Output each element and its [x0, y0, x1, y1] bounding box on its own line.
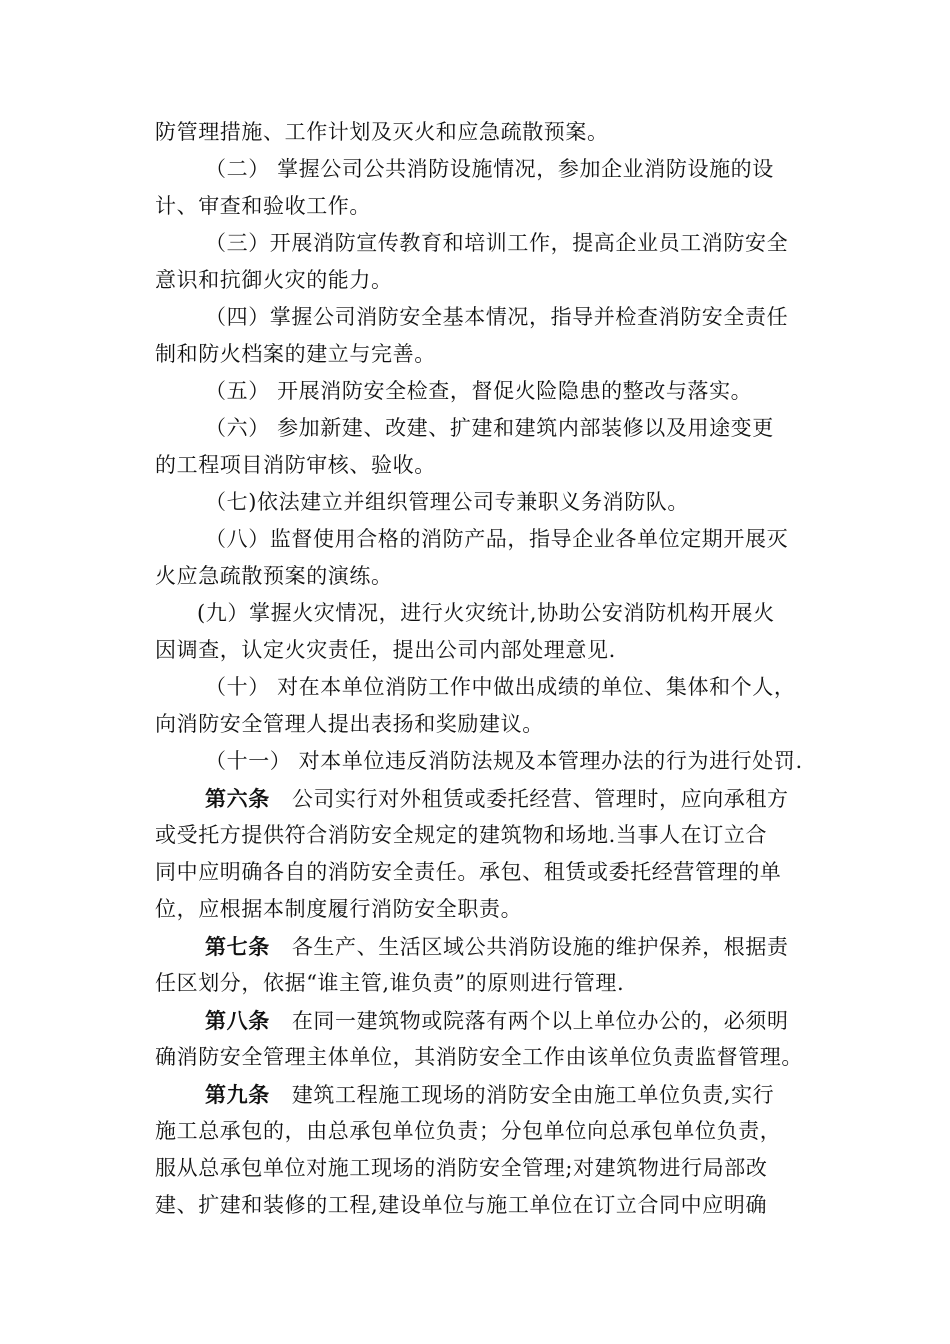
paragraph-line: 防管理措施、工作计划及灭火和应急疏散预案。 — [155, 120, 609, 144]
article-8-text: 在同一建筑物或院落有两个以上单位办公的，必须明 — [291, 1009, 789, 1033]
article-8-line-1 — [155, 1002, 815, 1039]
list-item-8-line-1: （八）监督使用合格的消防产品，指导企业各单位定期开展灭 — [205, 527, 789, 551]
article-6-text: 公司实行对外租赁或委托经营、管理时，应向承租方 — [291, 787, 789, 811]
article-8-line-2: 确消防安全管理主体单位，其消防安全工作由该单位负责监督管理。 — [155, 1045, 803, 1069]
list-item-3-line-1: （三）开展消防宣传教育和培训工作，提高企业员工消防安全 — [205, 231, 789, 255]
article-6-line-1 — [155, 780, 815, 817]
list-item-2-line-2: 计、审查和验收工作。 — [155, 194, 371, 218]
list-item-6-line-1: （六） 参加新建、改建、扩建和建筑内部装修以及用途变更 — [205, 416, 774, 440]
article-6-line-4: 位，应根据本制度履行消防安全职责。 — [155, 897, 523, 921]
article-9-line-3: 服从总承包单位对施工现场的消防安全管理;对建筑物进行局部改 — [155, 1156, 768, 1180]
article-9-heading: 第九条 — [205, 1082, 270, 1107]
list-item-3-line-2: 意识和抗御火灾的能力。 — [155, 268, 393, 292]
list-item-4-line-1: （四）掌握公司消防安全基本情况，指导并检查消防安全责任 — [205, 305, 789, 329]
list-item-9-line-2: 因调查，认定火灾责任，提出公司内部处理意见. — [155, 638, 616, 662]
article-7-line-1 — [155, 928, 815, 965]
article-9-text: 建筑工程施工现场的消防安全由施工单位负责,实行 — [291, 1083, 775, 1107]
list-item-6-line-2: 的工程项目消防审核、验收。 — [155, 453, 436, 477]
article-7-line-2: 任区划分，依据“谁主管,谁负责”的原则进行管理. — [155, 971, 625, 995]
document-body — [155, 114, 815, 1224]
article-9-line-2: 施工总承包的，由总承包单位负责；分包单位向总承包单位负责， — [155, 1119, 782, 1143]
list-item-10-line-1: （十） 对在本单位消防工作中做出成绩的单位、集体和个人， — [205, 675, 796, 699]
list-item-9-line-1: (九）掌握火灾情况，进行火灾统计,协助公安消防机构开展火 — [197, 601, 775, 625]
list-item-10-line-2: 向消防安全管理人提出表扬和奖励建议。 — [155, 712, 544, 736]
article-6-line-3: 同中应明确各自的消防安全责任。承包、租赁或委托经营管理的单 — [155, 860, 782, 884]
list-item-8-line-2: 火应急疏散预案的演练。 — [155, 564, 393, 588]
article-6-heading: 第六条 — [205, 786, 270, 811]
article-6-line-2: 或受托方提供符合消防安全规定的建筑物和场地.当事人在订立合 — [155, 823, 768, 847]
list-item-4-line-2: 制和防火档案的建立与完善。 — [155, 342, 436, 366]
article-9-line-4: 建、扩建和装修的工程,建设单位与施工单位在订立合同中应明确 — [155, 1193, 768, 1217]
article-7-text: 各生产、生活区域公共消防设施的维护保养，根据责 — [291, 935, 789, 959]
article-9-line-1 — [155, 1076, 815, 1113]
list-item-2-line-1: （二） 掌握公司公共消防设施情况，参加企业消防设施的设 — [205, 157, 774, 181]
list-item-11-line-1: （十一） 对本单位违反消防法规及本管理办法的行为进行处罚. — [205, 749, 803, 773]
list-item-5-line-1: （五） 开展消防安全检查，督促火险隐患的整改与落实。 — [205, 379, 753, 403]
article-8-heading: 第八条 — [205, 1008, 270, 1033]
article-7-heading: 第七条 — [205, 934, 270, 959]
list-item-7-line-1: （七)依法建立并组织管理公司专兼职义务消防队。 — [205, 490, 689, 514]
